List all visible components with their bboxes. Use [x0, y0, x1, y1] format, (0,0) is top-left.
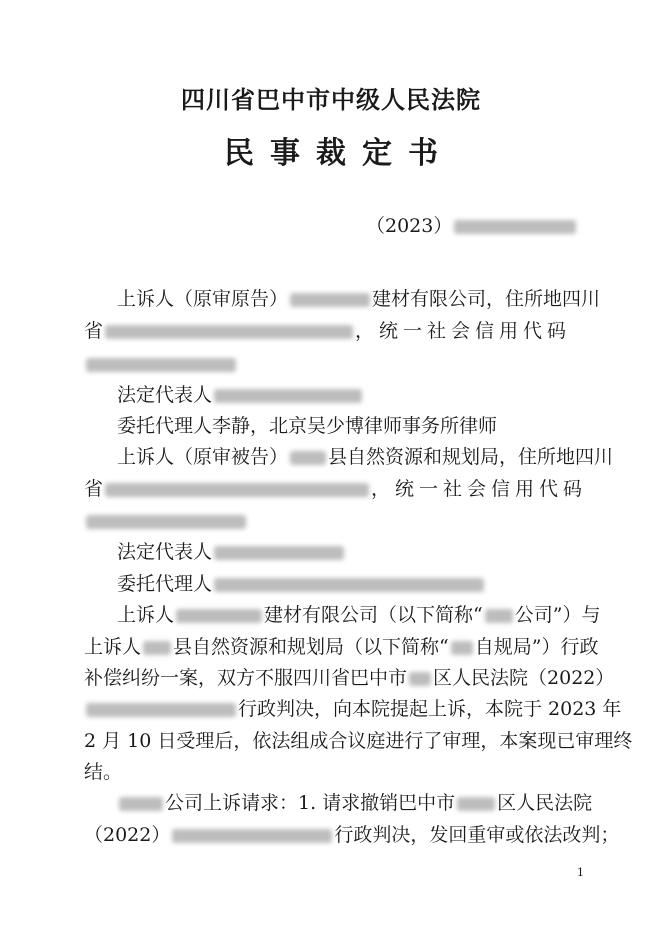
appellant-line-3 [84, 352, 238, 376]
redacted-case-number [86, 703, 236, 717]
agent-line-2: 委托代理人 [117, 572, 486, 596]
legal-rep-line-1: 法定代表人 [117, 383, 364, 407]
body-line-1: 上诉人 建材有限公司（以下简称“ 公司”）与 [117, 604, 601, 626]
claims-line-2: （2022） 行政判决，发回重审或依法改判； [84, 824, 620, 846]
claims-line-1: 公司上诉请求：1. 请求撤销巴中市 区人民法院 [117, 791, 592, 815]
appellant-line-2: 省 ，统一社会信用代码 [84, 320, 572, 342]
case-number [366, 214, 578, 238]
redacted-district [409, 672, 431, 686]
redacted-name [176, 609, 262, 623]
legal-rep-line-2: 法定代表人 [117, 540, 346, 564]
body-line-6: 结。 [84, 761, 123, 783]
redacted-address [105, 483, 369, 497]
body-line-3: 补偿纠纷一案，双方不服四川省巴中市 区人民法院（2022） [84, 667, 615, 689]
appellant2-line-2: 省 ，统一社会信用代码 [84, 478, 588, 500]
appellant-line-1: 上诉人（原审原告） 建材有限公司，住所地四川 [117, 288, 601, 310]
redacted-credit-code [86, 358, 236, 372]
redacted-representative [214, 546, 344, 560]
page-number: 1 [577, 866, 584, 879]
redacted-county [143, 641, 171, 655]
body-line-5: 2 月 10 日受理后，依法组成合议庭进行了审理，本案现已审理终 [84, 730, 633, 752]
redacted-representative [214, 389, 362, 403]
redacted-credit-code [86, 515, 246, 529]
redacted-case-number [454, 220, 576, 234]
redacted-county [451, 641, 473, 655]
appellant2-line-1: 上诉人（原审被告） 县自然资源和规划局，住所地四川 [117, 446, 614, 468]
redacted-name [119, 797, 163, 811]
case-number-year: （2023） [366, 215, 453, 237]
body-line-2: 上诉人 县自然资源和规划局（以下简称“ 自规局”）行政 [84, 636, 599, 658]
redacted-county [290, 451, 326, 465]
redacted-address [105, 325, 353, 339]
court-name: 四川省巴中市中级人民法院 [181, 85, 481, 114]
agent-line-1: 委托代理人李静，北京吴少博律师事务所律师 [117, 415, 498, 437]
body-line-4: 行政判决，向本院提起上诉，本院于 2023 年 [84, 697, 621, 721]
appellant2-line-3 [84, 509, 248, 533]
redacted-district [457, 797, 495, 811]
redacted-name [485, 609, 513, 623]
document-type: 民事裁定书 [224, 136, 454, 171]
redacted-case-number [172, 829, 332, 843]
redacted-agent [214, 578, 484, 592]
redacted-name [290, 293, 370, 307]
